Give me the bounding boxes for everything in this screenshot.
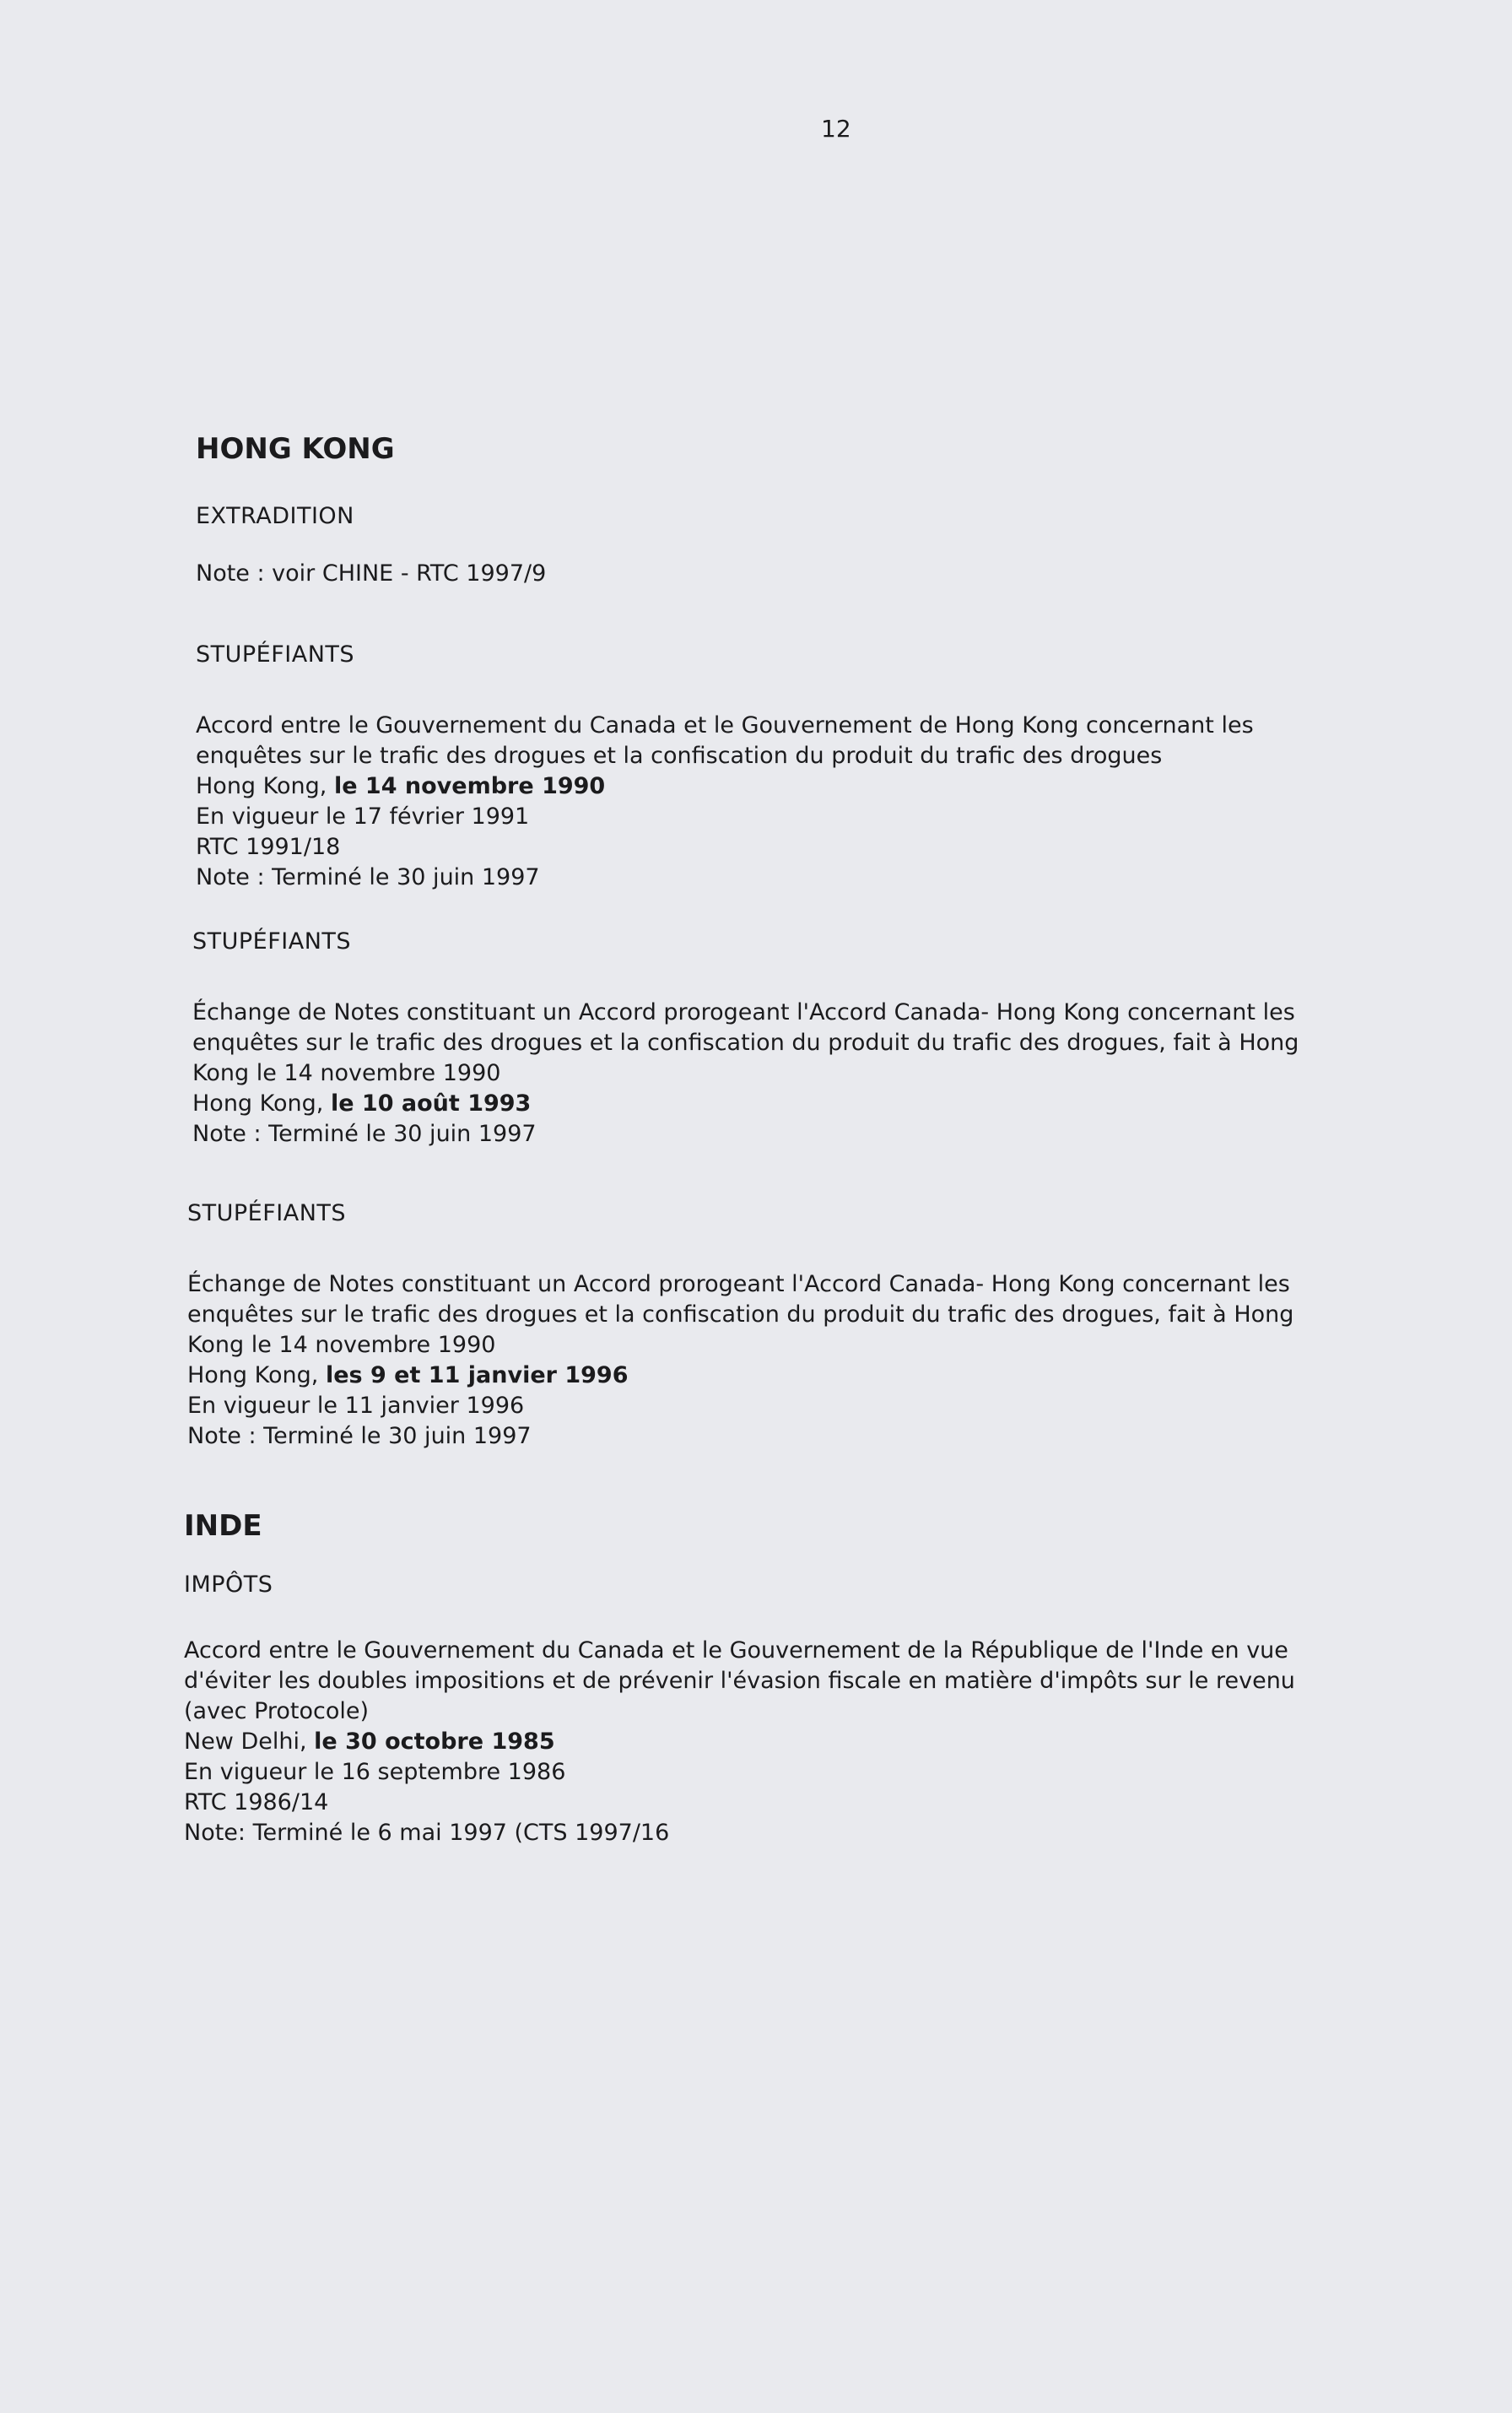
text-line: Note : Terminé le 30 juin 1997 xyxy=(192,1121,537,1147)
text-line: Note : Terminé le 30 juin 1997 xyxy=(196,864,540,890)
text-line: d'éviter les doubles impositions et de prévenir l'évasion fiscale en matière d'impôts sur le revenu xyxy=(184,1668,1295,1694)
section-heading: EXTRADITION xyxy=(196,503,354,529)
country-heading-inde: INDE xyxy=(184,1509,262,1543)
text-line: RTC 1991/18 xyxy=(196,834,341,860)
section-extradition xyxy=(196,500,1382,589)
country-heading-hong-kong: HONG KONG xyxy=(196,432,395,466)
signing-date: le 14 novembre 1990 xyxy=(333,773,606,799)
text-line: Kong le 14 novembre 1990 xyxy=(187,1332,496,1358)
signing-line xyxy=(187,1361,1382,1391)
document-body xyxy=(184,429,1382,1848)
signing-date: les 9 et 11 janvier 1996 xyxy=(325,1362,629,1388)
cross-reference-note: Note : voir CHINE - RTC 1997/9 xyxy=(196,560,547,587)
signing-line xyxy=(196,771,1382,802)
text-line: Échange de Notes constituant un Accord prorogeant l'Accord Canada- Hong Kong concernant les xyxy=(192,999,1295,1025)
text-line: Note : Terminé le 30 juin 1997 xyxy=(187,1423,532,1449)
treaty-entry-inde xyxy=(184,1568,1382,1848)
text-line: En vigueur le 11 janvier 1996 xyxy=(187,1393,525,1419)
text-line: Échange de Notes constituant un Accord prorogeant l'Accord Canada- Hong Kong concernant les xyxy=(187,1271,1290,1297)
signing-place: Hong Kong, xyxy=(192,1090,331,1117)
text-line: enquêtes sur le trafic des drogues et la confiscation du produit du trafic des drogues, fait à Hong xyxy=(187,1301,1294,1328)
treaty-description xyxy=(184,1636,1382,1848)
text-line: Note: Terminé le 6 mai 1997 (CTS 1997/16 xyxy=(184,1820,670,1846)
section-heading: STUPÉFIANTS xyxy=(196,641,355,668)
signing-date: le 30 octobre 1985 xyxy=(314,1729,555,1755)
treaty-description xyxy=(187,1269,1382,1452)
signing-place: Hong Kong, xyxy=(187,1362,326,1388)
text-line: enquêtes sur le trafic des drogues et la confiscation du produit du trafic des drogues, fait à Hong xyxy=(192,1030,1299,1056)
signing-line xyxy=(184,1727,1382,1757)
text-line: Accord entre le Gouvernement du Canada et le Gouvernement de Hong Kong concernant les xyxy=(196,712,1254,739)
signing-line xyxy=(192,1089,1382,1119)
section-heading: STUPÉFIANTS xyxy=(192,928,352,955)
treaty-entry-2 xyxy=(192,925,1382,1150)
page-number: 12 xyxy=(821,115,851,143)
treaty-description xyxy=(196,711,1382,893)
signing-place: New Delhi, xyxy=(184,1729,315,1755)
treaty-entry-1 xyxy=(196,638,1382,893)
section-heading: IMPÔTS xyxy=(184,1572,273,1598)
text-line: enquêtes sur le trafic des drogues et la confiscation du produit du trafic des drogues xyxy=(196,743,1163,769)
text-line: RTC 1986/14 xyxy=(184,1789,329,1815)
text-line: Accord entre le Gouvernement du Canada et le Gouvernement de la République de l'Inde en vue xyxy=(184,1637,1288,1664)
text-line: En vigueur le 16 septembre 1986 xyxy=(184,1759,566,1785)
signing-date: le 10 août 1993 xyxy=(330,1090,532,1117)
treaty-entry-3 xyxy=(187,1197,1382,1452)
treaty-description xyxy=(192,998,1382,1150)
section-heading: STUPÉFIANTS xyxy=(187,1200,347,1226)
text-line: (avec Protocole) xyxy=(184,1698,370,1724)
text-line: En vigueur le 17 février 1991 xyxy=(196,803,530,830)
signing-place: Hong Kong, xyxy=(196,773,334,799)
text-line: Kong le 14 novembre 1990 xyxy=(192,1060,501,1086)
